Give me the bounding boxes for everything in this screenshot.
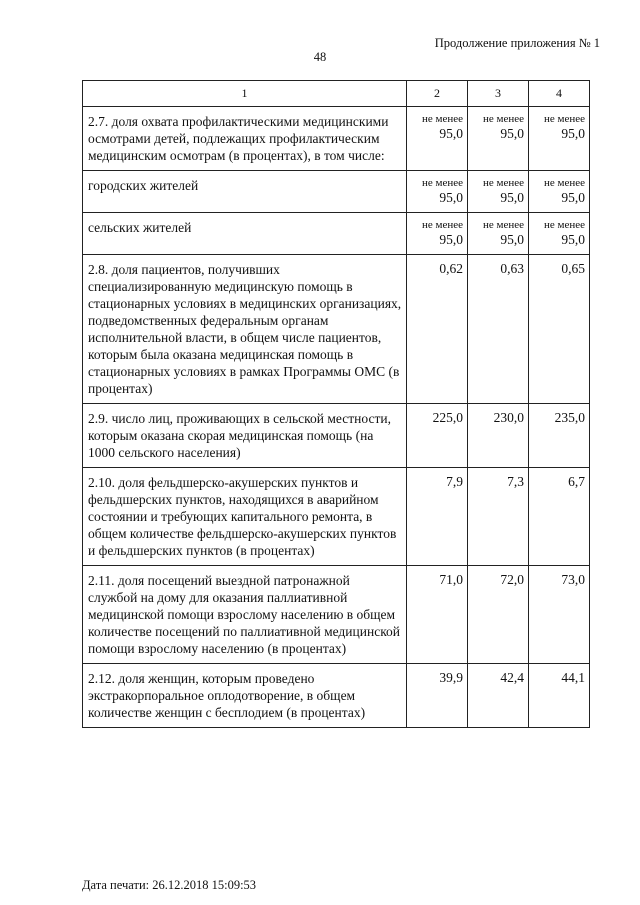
indicators-table [82, 80, 590, 728]
value-number: 95,0 [561, 232, 585, 247]
table-row [83, 468, 590, 566]
value-qualifier: не менее [482, 177, 524, 189]
indicator-value-col-2 [407, 664, 468, 728]
value-qualifier: не менее [543, 219, 585, 231]
print-date [82, 878, 256, 893]
continuation-note: Продолжение приложения № 1 [434, 36, 600, 50]
indicator-description: 2.10. доля фельдшерско-акушерских пунктов и фельдшерских пунктов, находящихся в аварийном состоянии и требующих капитального ремонта, в общем количестве фельдшерско-акушерских пунктов и фельдшерских пунктов (в процентах) [83, 468, 407, 566]
indicator-value-col-3 [468, 468, 529, 566]
table-row [83, 566, 590, 664]
indicator-description: 2.8. доля пациентов, получивших специализированную медицинскую помощь в стационарных условиях в медицинских организациях, подведомственных федеральным органам исполнительной власти, в общем числе пациентов, которым была оказана медицинская помощь в стационарных условиях в рамках Программы ОМС (в процентах) [83, 255, 407, 404]
table-row [83, 213, 590, 255]
value-number: 7,3 [507, 474, 524, 489]
indicator-value-col-2 [407, 404, 468, 468]
page-number: 48 [313, 50, 327, 64]
table-row [83, 664, 590, 728]
column-number-1: 1 [83, 81, 407, 107]
value-number: 0,62 [439, 261, 463, 276]
table-row [83, 107, 590, 171]
indicator-value-col-3 [468, 213, 529, 255]
indicator-value-col-3 [468, 566, 529, 664]
indicator-description: 2.11. доля посещений выездной патронажной службой на дому для оказания паллиативной медицинской помощи взрослому населению в общем количестве посещений по паллиативной медицинской помощи взрослому населению (в процентах) [83, 566, 407, 664]
value-number: 0,65 [561, 261, 585, 276]
value-number: 235,0 [554, 410, 585, 425]
value-number: 225,0 [432, 410, 463, 425]
table-row [83, 404, 590, 468]
value-number: 0,63 [500, 261, 524, 276]
indicator-value-col-4 [529, 255, 590, 404]
value-number: 95,0 [439, 190, 463, 205]
value-qualifier: не менее [421, 113, 463, 125]
indicator-value-col-4 [529, 213, 590, 255]
value-number: 44,1 [561, 670, 585, 685]
value-number: 7,9 [446, 474, 463, 489]
value-number: 95,0 [500, 190, 524, 205]
indicator-value-col-2 [407, 468, 468, 566]
print-date-label: Дата печати: [82, 878, 150, 892]
indicator-value-col-2 [407, 107, 468, 171]
indicator-value-col-4 [529, 171, 590, 213]
indicator-value-col-2 [407, 171, 468, 213]
indicator-value-col-3 [468, 171, 529, 213]
indicator-value-col-2 [407, 566, 468, 664]
indicator-value-col-4 [529, 566, 590, 664]
value-qualifier: не менее [421, 219, 463, 231]
value-qualifier: не менее [482, 219, 524, 231]
value-number: 95,0 [561, 190, 585, 205]
indicator-value-col-4 [529, 404, 590, 468]
value-number: 95,0 [500, 232, 524, 247]
value-number: 42,4 [500, 670, 524, 685]
indicator-value-col-3 [468, 255, 529, 404]
value-number: 95,0 [561, 126, 585, 141]
value-qualifier: не менее [543, 113, 585, 125]
print-date-value: 26.12.2018 15:09:53 [152, 878, 257, 892]
value-number: 72,0 [500, 572, 524, 587]
value-number: 73,0 [561, 572, 585, 587]
indicator-description: городских жителей [83, 171, 407, 213]
indicator-value-col-3 [468, 404, 529, 468]
column-number-row [83, 81, 590, 107]
column-number-3: 3 [468, 81, 529, 107]
indicator-description: сельских жителей [83, 213, 407, 255]
indicator-description: 2.9. число лиц, проживающих в сельской местности, которым оказана скорая медицинская помощь (на 1000 сельского населения) [83, 404, 407, 468]
indicator-value-col-2 [407, 255, 468, 404]
table-body [83, 107, 590, 728]
value-number: 6,7 [568, 474, 585, 489]
indicator-value-col-4 [529, 664, 590, 728]
value-number: 95,0 [439, 126, 463, 141]
column-number-2: 2 [407, 81, 468, 107]
column-number-4: 4 [529, 81, 590, 107]
value-number: 95,0 [439, 232, 463, 247]
indicator-value-col-4 [529, 468, 590, 566]
indicator-description: 2.12. доля женщин, которым проведено экстракорпоральное оплодотворение, в общем количестве женщин с бесплодием (в процентах) [83, 664, 407, 728]
value-number: 39,9 [439, 670, 463, 685]
value-number: 95,0 [500, 126, 524, 141]
indicator-description: 2.7. доля охвата профилактическими медицинскими осмотрами детей, подлежащих профилактическим медицинским осмотрам (в процентах), в том числе: [83, 107, 407, 171]
table-row [83, 171, 590, 213]
indicator-value-col-3 [468, 664, 529, 728]
table-row [83, 255, 590, 404]
value-qualifier: не менее [543, 177, 585, 189]
value-qualifier: не менее [421, 177, 463, 189]
indicator-value-col-3 [468, 107, 529, 171]
value-number: 71,0 [439, 572, 463, 587]
indicator-value-col-2 [407, 213, 468, 255]
value-qualifier: не менее [482, 113, 524, 125]
value-number: 230,0 [493, 410, 524, 425]
indicator-value-col-4 [529, 107, 590, 171]
